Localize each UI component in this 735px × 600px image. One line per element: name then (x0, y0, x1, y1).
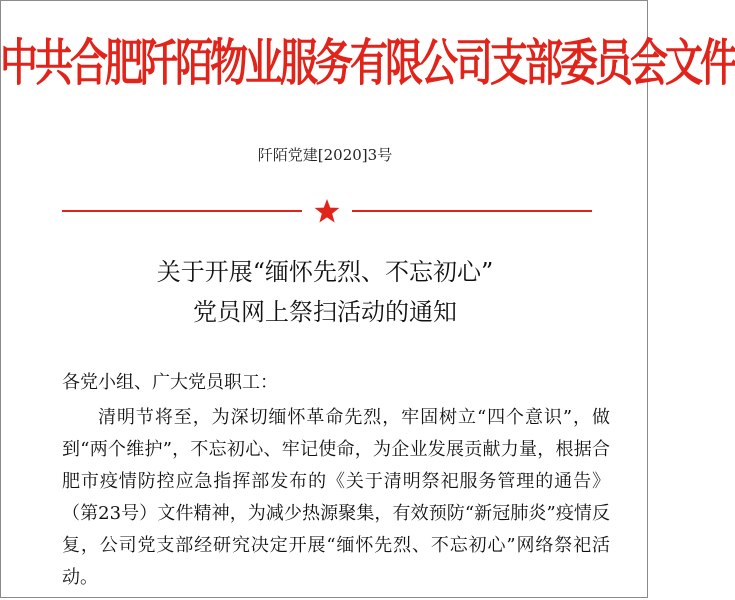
red-divider-right (352, 210, 592, 212)
red-divider-left (62, 210, 302, 212)
body-paragraph: 清明节将至，为深切缅怀革命先烈，牢固树立“四个意识”，做到“两个维护”，不忘初心、牢记使命，为企业发展贡献力量，根据合肥市疫情防控应急指挥部发布的《关于清明祭祀服务管理的通告》（第23号）文件精神，为减少热源聚集，有效预防“新冠肺炎”疫情反复，公司党支部经研究决定开展“缅怀先烈、不忘初心”网络祭祀活动。 (62, 407, 610, 588)
notice-title-line-2: 党员网上祭扫活动的通知 (193, 298, 457, 326)
salutation: 各党小组、广大党员职工： (62, 372, 278, 393)
document-number: 阡陌党建[2020]3号 (257, 146, 393, 164)
red-header-title: 中共合肥阡陌物业服务有限公司支部委员会文件 (0, 33, 735, 92)
notice-title-line-1: 关于开展“缅怀先烈、不忘初心” (156, 258, 494, 286)
red-star-icon (314, 198, 340, 224)
